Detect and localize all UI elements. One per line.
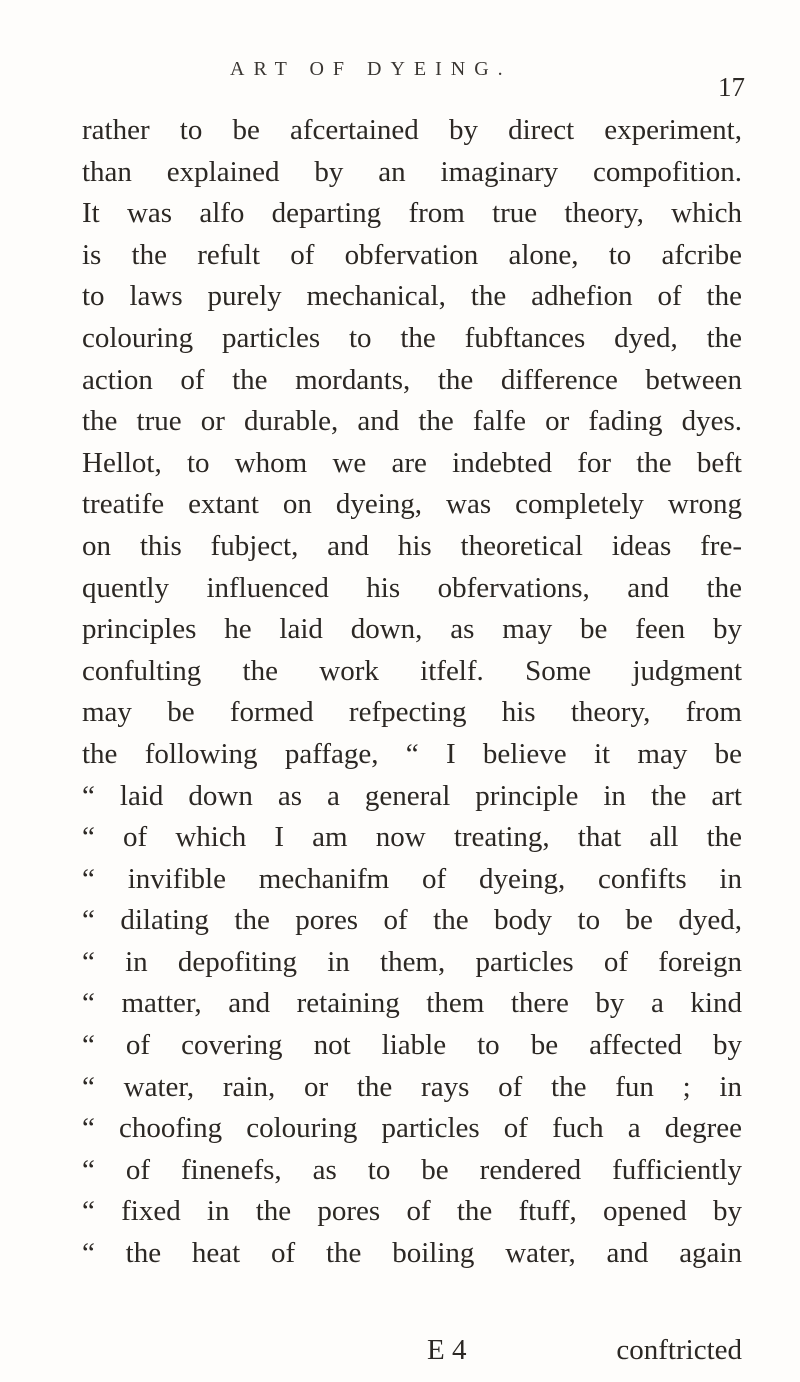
quote-line: “ choofing colouring particles of fuch a degree <box>82 1112 742 1145</box>
text-line: rather to be afcertained by direct experiment, <box>82 114 742 146</box>
quote-line: “ of which I am now treating, that all the <box>82 821 742 854</box>
text-line: to laws purely mechanical, the adhefion of the <box>82 280 742 313</box>
text-line: the following paffage, “ I believe it may be <box>82 737 742 770</box>
text-line: confulting the work itfelf. Some judgment <box>82 654 742 687</box>
text-line: on this fubject, and his theoretical ideas fre- <box>82 529 742 562</box>
catchword: conftricted <box>616 1334 742 1366</box>
page-number: 17 <box>718 72 745 102</box>
text-line: treatife extant on dyeing, was completely wrong <box>82 488 742 521</box>
text-line: It was alfo departing from true theory, which <box>82 197 742 230</box>
quote-line: “ dilating the pores of the body to be dyed, <box>82 904 742 937</box>
quote-line: “ invifible mechanifm of dyeing, confifts in <box>82 862 742 895</box>
quote-line: “ matter, and retaining them there by a kind <box>82 987 742 1020</box>
text-line: than explained by an imaginary compofition. <box>82 155 742 188</box>
text-line: colouring particles to the fubftances dyed, the <box>82 321 742 354</box>
text-line: action of the mordants, the difference between <box>82 363 742 396</box>
text-line: principles he laid down, as may be feen by <box>82 613 742 646</box>
text-line: may be formed refpecting his theory, from <box>82 696 742 729</box>
quote-line: “ laid down as a general principle in the art <box>82 779 742 812</box>
quote-line: “ of finenefs, as to be rendered fufficiently <box>82 1153 742 1186</box>
quote-line: “ in depofiting in them, particles of foreign <box>82 945 742 978</box>
text-line: is the refult of obfervation alone, to afcribe <box>82 238 742 271</box>
running-head: ART OF DYEING. <box>230 58 512 80</box>
body-text <box>82 110 742 1275</box>
quote-line: “ the heat of the boiling water, and again <box>82 1237 742 1270</box>
quote-line: “ fixed in the pores of the ftuff, opened by <box>82 1195 742 1228</box>
quote-line: “ water, rain, or the rays of the fun ; in <box>82 1070 742 1103</box>
text-line: Hellot, to whom we are indebted for the beft <box>82 446 742 479</box>
text-line: the true or durable, and the falfe or fading dyes. <box>82 405 742 438</box>
text-line: quently influenced his obfervations, and the <box>82 571 742 604</box>
footer-row <box>82 1334 742 1374</box>
quote-line: “ of covering not liable to be affected by <box>82 1029 742 1062</box>
signature-mark: E 4 <box>427 1334 467 1366</box>
